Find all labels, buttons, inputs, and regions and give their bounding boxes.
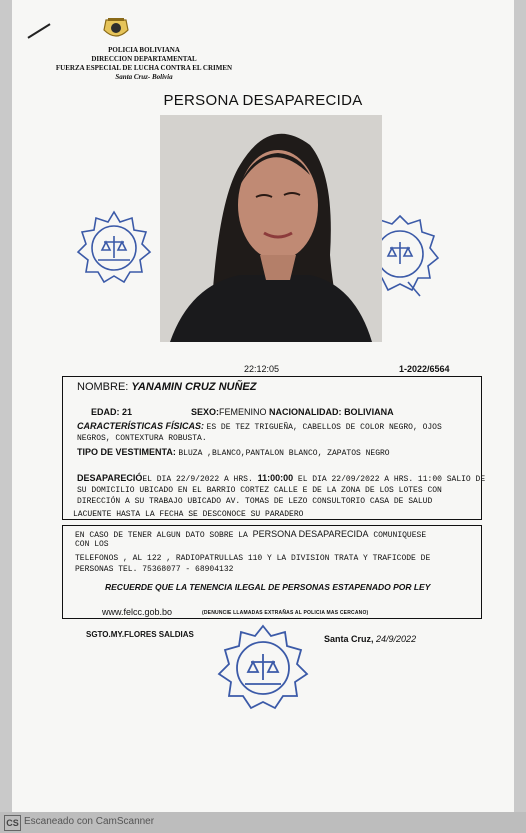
contact-info-box (62, 525, 482, 619)
header-line-2: DIRECCION DEPARTAMENTAL (91, 55, 197, 63)
contact-line-2: CON LOS (75, 540, 109, 549)
police-emblem-icon (102, 16, 130, 42)
website-link[interactable]: www.felcc.gob.bo (102, 607, 173, 617)
disappeared-text-1: EL DIA 22/09/2022 A HRS. 11:00 SALIO DE (293, 475, 486, 484)
pen-mark (27, 23, 50, 38)
report-time: 22:12:05 (244, 364, 280, 374)
scanner-footer (0, 812, 526, 833)
name-row (77, 381, 256, 393)
header-line-3: FUERZA ESPECIAL DE LUCHA CONTRA EL CRIMEN (55, 64, 233, 72)
nationality-value: BOLIVIANA (344, 407, 394, 417)
sex-label: SEXO: (191, 407, 220, 417)
disappeared-text-2: SU DOMICILIO UBICADO EN EL BARRIO CORTEZ CALLE E DE LA ZONA DE LOS LOTES CON (77, 486, 442, 495)
name-value: YANAMIN CRUZ NUÑEZ (131, 381, 257, 393)
case-number: 1-2022/6564 (399, 364, 450, 374)
age-label: EDAD: (91, 407, 120, 417)
name-label: NOMBRE: (77, 381, 129, 393)
date: 24/9/2022 (376, 634, 417, 644)
page-title: PERSONA DESAPARECIDA (163, 92, 363, 109)
header-line-1: POLICIA BOLIVIANA (108, 46, 180, 54)
traits-line-2: NEGROS, CONTEXTURA ROBUSTA. (77, 434, 207, 443)
contact-line-1c: COMUNIQUESE (368, 531, 427, 540)
contact-line-4: PERSONAS TEL. 75368077 - 68904132 (75, 565, 234, 574)
person-details-box (62, 376, 486, 520)
header-line-4: Santa Cruz- Bolivia (115, 73, 173, 81)
police-seal-bottom-icon (215, 622, 311, 714)
clothing-row (77, 447, 390, 458)
nationality-label: NACIONALIDAD: (269, 407, 342, 417)
sex-nationality-row (191, 407, 394, 417)
disappeared-text-3: DIRECCIÓN A SU TRABAJO UBICADO AV. TOMAS DE LEZO CONSULTORIO CASA DE SALUD (77, 497, 433, 506)
scanner-text: Escaneado con CamScanner (24, 816, 155, 827)
physical-traits (77, 421, 442, 443)
clothing-label: TIPO DE VESTIMENTA: (77, 447, 176, 457)
traits-line-1: ES DE TEZ TRIGUEÑA, CABELLOS DE COLOR NEGRO, OJOS (206, 423, 442, 432)
age-row (91, 407, 132, 417)
report-note: (DENUNCIE LLAMADAS EXTRAÑAS AL POLICIA MAS CERCANO) (202, 610, 369, 616)
missing-person-photo (160, 115, 382, 342)
clothing-value: BLUZA ,BLANCO,PANTALON BLANCO, ZAPATOS NEGRO (178, 449, 390, 458)
disappeared-label: DESAPARECIÓ (77, 473, 143, 483)
age-value: 21 (122, 407, 133, 417)
contact-line-1b: PERSONA DESAPARECIDA (252, 529, 369, 539)
place-date (324, 634, 416, 644)
camscanner-logo: CS (4, 815, 21, 831)
police-seal-left-icon (74, 208, 154, 288)
disappeared-time: 11:00:00 (257, 473, 294, 483)
place: Santa Cruz, (324, 634, 374, 644)
disappearance-details (77, 473, 485, 506)
sex-value: FEMENINO (219, 407, 267, 417)
contact-line-3: TELEFONOS , AL 122 , RADIOPATRULLAS 110 Y LA DIVISION TRATA Y TRAFICODE DE (75, 554, 431, 563)
contact-line-1 (75, 529, 426, 540)
legal-warning: RECUERDE QUE LA TENENCIA ILEGAL DE PERSONAS ESTAPENADO POR LEY (105, 582, 431, 592)
contact-line-1a: EN CASO DE TENER ALGUN DATO SOBRE LA (75, 531, 253, 540)
disappeared-date: EL DIA 22/9/2022 A HRS. (142, 475, 258, 484)
traits-label: CARACTERÍSTICAS FÍSICAS: (77, 421, 205, 431)
document-page (12, 0, 514, 812)
disappeared-text-4: LACUENTE HASTA LA FECHA SE DESCONOCE SU PARADERO (73, 510, 304, 518)
signer-name: SGTO.MY.FLORES SALDIAS (86, 630, 194, 639)
